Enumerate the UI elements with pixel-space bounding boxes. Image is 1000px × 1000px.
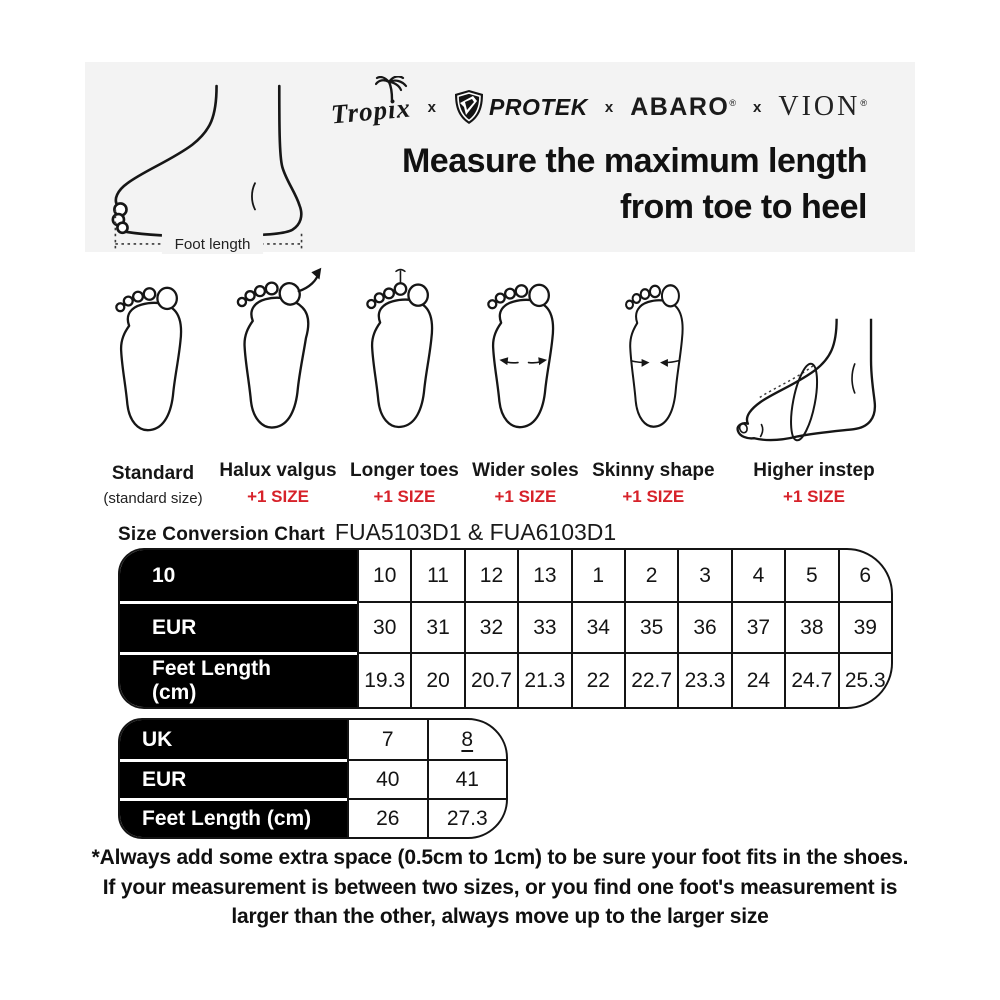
- size-value-cell: 7: [347, 720, 427, 759]
- size-value-cell: 36: [677, 601, 730, 652]
- abaro-logo: [630, 93, 736, 122]
- row-header: Feet Length (cm): [120, 798, 347, 837]
- tropix-logo-text: Tropix: [329, 92, 412, 129]
- size-chart-model-codes: FUA5103D1 & FUA6103D1: [334, 519, 617, 545]
- size-value-cell: 11: [410, 550, 463, 601]
- fit-item-wider-soles: [472, 262, 578, 507]
- fit-note: +1 SIZE: [247, 487, 309, 506]
- size-value-cell: 31: [410, 601, 463, 652]
- size-value-cell: 33: [517, 601, 570, 652]
- size-value-cell: 24.7: [784, 652, 837, 707]
- footnote-line1: *Always add some extra space (0.5cm to 1cm) to be sure your foot fits in the shoes.: [91, 846, 909, 869]
- size-value-cell: 5: [784, 550, 837, 601]
- vion-registered-mark: ®: [860, 98, 867, 108]
- footnote: [0, 843, 1000, 932]
- table-row: [120, 550, 891, 601]
- headline-line1: Measure the maximum length: [401, 142, 867, 180]
- size-value-cell: 1: [571, 550, 624, 601]
- headline-line2: from toe to heel: [619, 188, 867, 226]
- brand-logos-row: [331, 84, 867, 130]
- size-value-cell: 22.7: [624, 652, 677, 707]
- protek-shield-icon: [453, 89, 485, 125]
- fit-item-higher-instep: [728, 262, 900, 507]
- size-value-cell: 20.7: [464, 652, 517, 707]
- size-value-cell: 39: [838, 601, 891, 652]
- table-row: [120, 652, 891, 707]
- size-value-cell: 38: [784, 601, 837, 652]
- abaro-registered-mark: ®: [729, 98, 737, 108]
- row-header: 10: [120, 550, 357, 601]
- size-value-cell: 25.3: [838, 652, 891, 707]
- footnote-line2: If your measurement is between two sizes, or you find one foot's measurement is: [102, 875, 898, 899]
- brand-separator: x: [604, 98, 614, 116]
- size-value-cell: 6: [838, 550, 891, 601]
- size-value-cell: 34: [571, 601, 624, 652]
- vion-logo-text: VION: [778, 91, 861, 122]
- measure-banner: [85, 62, 915, 252]
- fit-label: Skinny shape: [592, 460, 715, 481]
- fit-note: +1 SIZE: [622, 487, 685, 506]
- size-value-cell: 37: [731, 601, 784, 652]
- fit-label: Wider soles: [472, 460, 579, 481]
- footnote-line3: larger than the other, always move up to the larger size: [231, 905, 769, 928]
- size-value-cell: 21.3: [517, 652, 570, 707]
- foot-length-figure: [85, 62, 331, 252]
- tropix-logo: [331, 88, 411, 127]
- main-size-table-grid: [120, 550, 891, 707]
- fit-item-longer-toes: [350, 262, 459, 507]
- size-value-cell: 22: [571, 652, 624, 707]
- size-value-cell: 10: [357, 550, 410, 601]
- brand-separator: x: [427, 98, 437, 116]
- extra-size-table-grid: [120, 720, 506, 837]
- protek-logo-text: PROTEK: [489, 93, 588, 120]
- fit-note: (standard size): [103, 490, 203, 507]
- fit-item-skinny-shape: [592, 262, 715, 507]
- fit-label: Longer toes: [350, 460, 459, 481]
- size-value-cell: 13: [517, 550, 570, 601]
- table-row: [120, 601, 891, 652]
- size-value-cell: 3: [677, 550, 730, 601]
- size-value-cell: 40: [347, 759, 427, 798]
- foot-profile-illustration: [103, 82, 321, 254]
- size-chart-heading: [118, 519, 616, 546]
- fit-note: +1 SIZE: [373, 487, 436, 506]
- foot-length-label: Foot length: [174, 235, 251, 253]
- foot-sole-skinny-shape-illustration: [603, 264, 703, 454]
- row-header: Feet Length (cm): [120, 652, 357, 707]
- size-value-cell: 30: [357, 601, 410, 652]
- table-row: [120, 798, 506, 837]
- size-value-cell: 26: [347, 798, 427, 837]
- fit-note: +1 SIZE: [494, 487, 557, 506]
- table-row: [120, 759, 506, 798]
- fit-item-halux-valgus: [219, 262, 336, 507]
- extra-size-table: [118, 718, 508, 839]
- foot-sole-halux-valgus-illustration: [223, 260, 333, 454]
- banner-headline: [331, 138, 867, 230]
- size-value-cell: 2: [624, 550, 677, 601]
- foot-sole-standard-illustration: [100, 267, 206, 457]
- size-value-cell: 19.3: [357, 652, 410, 707]
- abaro-logo-text: ABARO: [630, 92, 730, 121]
- size-value-cell: 32: [464, 601, 517, 652]
- size-value-cell: 23.3: [677, 652, 730, 707]
- size-value-cell: 12: [464, 550, 517, 601]
- foot-sole-wider-soles-illustration: [472, 264, 578, 454]
- vion-logo: [778, 91, 867, 123]
- fit-label: Halux valgus: [219, 460, 337, 481]
- banner-text-block: [331, 62, 915, 252]
- foot-sole-longer-toes-illustration: [351, 260, 457, 454]
- size-chart-title: Size Conversion Chart: [118, 524, 325, 545]
- size-value-cell: 35: [624, 601, 677, 652]
- size-value-cell: 41: [427, 759, 507, 798]
- fit-guide-section: [0, 262, 1000, 507]
- row-header: EUR: [120, 759, 347, 798]
- fit-item-standard: [100, 262, 206, 507]
- size-value-cell: 4: [731, 550, 784, 601]
- brand-separator: x: [753, 98, 762, 116]
- size-value-cell: 27.3: [427, 798, 507, 837]
- fit-label: Higher instep: [753, 460, 875, 481]
- row-header: UK: [120, 720, 347, 759]
- main-size-table: [118, 548, 893, 709]
- fit-note: +1 SIZE: [783, 487, 845, 506]
- protek-logo: [453, 89, 588, 125]
- foot-side-higher-instep-illustration: [728, 312, 900, 454]
- size-value-cell: 20: [410, 652, 463, 707]
- row-header: EUR: [120, 601, 357, 652]
- fit-label: Standard: [111, 463, 195, 484]
- size-value-cell: 8: [427, 720, 507, 759]
- table-row: [120, 720, 506, 759]
- size-value-cell: 24: [731, 652, 784, 707]
